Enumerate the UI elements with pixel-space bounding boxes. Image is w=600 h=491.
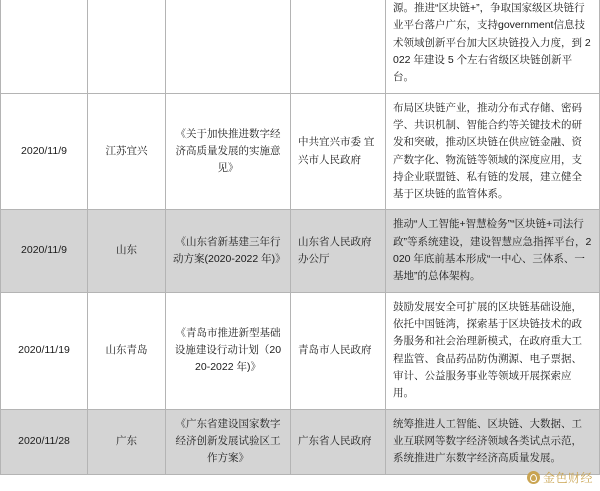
cell-issuer: 山东省人民政府办公厅	[291, 210, 386, 292]
cell-document-name: 《广东省建设国家数字经济创新发展试验区工作方案》	[166, 409, 291, 474]
cell-date	[1, 0, 88, 93]
cell-document-name: 《山东省新基建三年行动方案(2020-2022 年)》	[166, 210, 291, 292]
cell-document-name	[166, 0, 291, 93]
watermark-label: 金色财经	[542, 471, 593, 485]
table-row	[1, 409, 600, 474]
cell-content: 推动“人工智能+智慧检务”“区块链+司法行政”等系统建设，建设智慧应急指挥平台，2020 年底前基本形成“一中心、三体系、一基地”的总体架构。	[386, 210, 600, 292]
table-row	[1, 0, 600, 93]
cell-region: 江苏宜兴	[88, 93, 166, 210]
cell-issuer	[291, 0, 386, 93]
table-row	[1, 93, 600, 210]
cell-region	[88, 0, 166, 93]
cell-date: 2020/11/28	[1, 409, 88, 474]
cell-date: 2020/11/9	[1, 210, 88, 292]
cell-content: 源。推进“区块链+”，争取国家级区块链行业平台落户广东，支持government信息技术领域创新平台加大区块链投入力度，到 2022 年建设 5 个左右省级区块链创新平台。	[386, 0, 600, 93]
policy-table-body	[1, 0, 600, 474]
table-row	[1, 292, 600, 409]
cell-date: 2020/11/19	[1, 292, 88, 409]
cell-document-name: 《关于加快推进数字经济高质量发展的实施意见》	[166, 93, 291, 210]
cell-document-name: 《青岛市推进新型基础设施建设行动计划（2020-2022 年)》	[166, 292, 291, 409]
cell-issuer: 广东省人民政府	[291, 409, 386, 474]
cell-issuer: 青岛市人民政府	[291, 292, 386, 409]
cell-issuer: 中共宜兴市委 宜兴市人民政府	[291, 93, 386, 210]
table-row	[1, 210, 600, 292]
cell-content: 布局区块链产业，推动分布式存储、密码学、共识机制、智能合约等关键技术的研发和突破，推动区块链在供应链金融、资产数字化、物流链等领域的深度应用，支持企业联盟链、私有链的发展，建立健全基于区块链的监管体系。	[386, 93, 600, 210]
cell-date: 2020/11/9	[1, 93, 88, 210]
cell-region: 广东	[88, 409, 166, 474]
cell-content: 统筹推进人工智能、区块链、大数据、工业互联网等数字经济领域各类试点示范，系统推进广东数字经济高质量发展。	[386, 409, 600, 474]
cell-region: 山东青岛	[88, 292, 166, 409]
cell-content: 鼓励发展安全可扩展的区块链基础设施，依托中国链湾，探索基于区块链技术的政务服务和社会治理新模式，在政府重大工程监管、食品药品防伪溯源、电子票据、审计、公益服务事业等领域开展探索应用。	[386, 292, 600, 409]
cell-region: 山东	[88, 210, 166, 292]
